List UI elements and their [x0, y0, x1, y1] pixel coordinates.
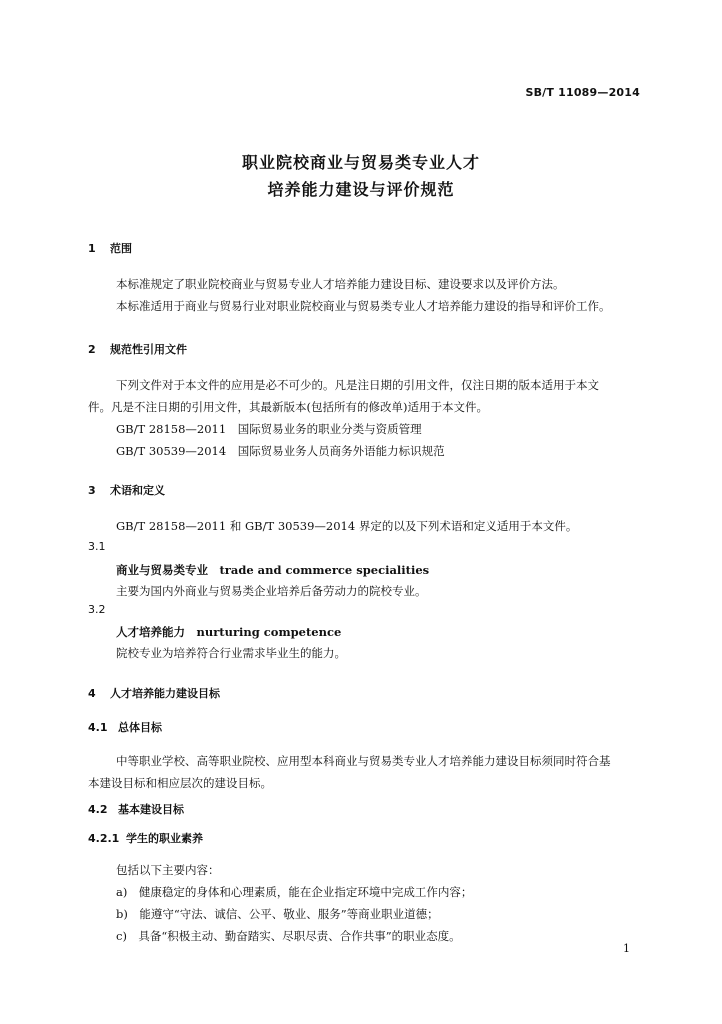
document-code: SB/T 11089—2014 — [525, 86, 640, 99]
section-2-heading — [88, 341, 187, 357]
term-3-2-number: 3.2 — [88, 603, 106, 616]
section-4-2-1-title: 学生的职业素养 — [126, 832, 203, 845]
section-1-paragraph-2: 本标准适用于商业与贸易行业对职业院校商业与贸易类专业人才培养能力建设的指导和评价工作。 — [116, 299, 611, 313]
section-4-2-heading — [88, 801, 184, 817]
section-2-paragraph-line-1: 下列文件对于本文件的应用是必不可少的。凡是注日期的引用文件，仅注日期的版本适用于本文 — [116, 378, 599, 392]
section-4-2-title: 基本建设目标 — [118, 803, 184, 816]
term-3-2-name: 人才培养能力 nurturing competence — [116, 625, 342, 639]
list-item-c: c) 具备“积极主动、勤奋踏实、尽职尽责、合作共事”的职业态度。 — [116, 929, 461, 943]
section-4-number: 4 — [88, 687, 96, 700]
section-1-title: 范围 — [110, 242, 132, 255]
section-2-title: 规范性引用文件 — [110, 343, 187, 356]
section-2-number: 2 — [88, 343, 96, 356]
document-title-line-2: 培养能力建设与评价规范 — [267, 180, 455, 199]
normative-reference-2: GB/T 30539—2014 国际贸易业务人员商务外语能力标识规范 — [116, 444, 445, 458]
section-1-number: 1 — [88, 242, 96, 255]
section-4-1-paragraph-line-1: 中等职业学校、高等职业院校、应用型本科商业与贸易类专业人才培养能力建设目标须同时符合基 — [116, 754, 611, 768]
section-3-heading — [88, 482, 165, 498]
section-4-title: 人才培养能力建设目标 — [110, 687, 220, 700]
section-3-number: 3 — [88, 484, 96, 497]
term-3-1-number: 3.1 — [88, 540, 106, 553]
section-4-1-paragraph-line-2: 本建设目标和相应层次的建设目标。 — [88, 776, 272, 790]
section-4-2-number: 4.2 — [88, 803, 108, 816]
page-number: 1 — [623, 942, 630, 955]
list-item-b: b) 能遵守“守法、诚信、公平、敬业、服务”等商业职业道德； — [116, 907, 439, 921]
section-4-1-number: 4.1 — [88, 721, 108, 734]
term-3-1-name: 商业与贸易类专业 trade and commerce specialities — [116, 563, 430, 577]
section-3-intro: GB/T 28158—2011 和 GB/T 30539—2014 界定的以及下列术语和定义适用于本文件。 — [116, 519, 578, 533]
term-3-2-definition: 院校专业为培养符合行业需求毕业生的能力。 — [116, 646, 346, 660]
section-1-heading — [88, 240, 132, 256]
section-4-heading — [88, 685, 220, 701]
section-4-2-1-heading — [88, 830, 203, 846]
term-3-1-definition: 主要为国内外商业与贸易类企业培养后备劳动力的院校专业。 — [116, 584, 427, 598]
section-4-1-heading — [88, 719, 162, 735]
list-item-a: a) 健康稳定的身体和心理素质，能在企业指定环境中完成工作内容； — [116, 885, 473, 899]
section-4-1-title: 总体目标 — [118, 721, 162, 734]
section-1-paragraph-1: 本标准规定了职业院校商业与贸易专业人才培养能力建设目标、建设要求以及评价方法。 — [116, 277, 565, 291]
section-2-paragraph-line-2: 件。凡是不注日期的引用文件，其最新版本(包括所有的修改单)适用于本文件。 — [88, 400, 488, 414]
section-4-2-1-number: 4.2.1 — [88, 832, 120, 845]
section-3-title: 术语和定义 — [110, 484, 165, 497]
section-4-2-1-intro: 包括以下主要内容： — [116, 863, 220, 877]
normative-reference-1: GB/T 28158—2011 国际贸易业务的职业分类与资质管理 — [116, 422, 422, 436]
document-title-line-1: 职业院校商业与贸易类专业人才 — [241, 153, 480, 172]
